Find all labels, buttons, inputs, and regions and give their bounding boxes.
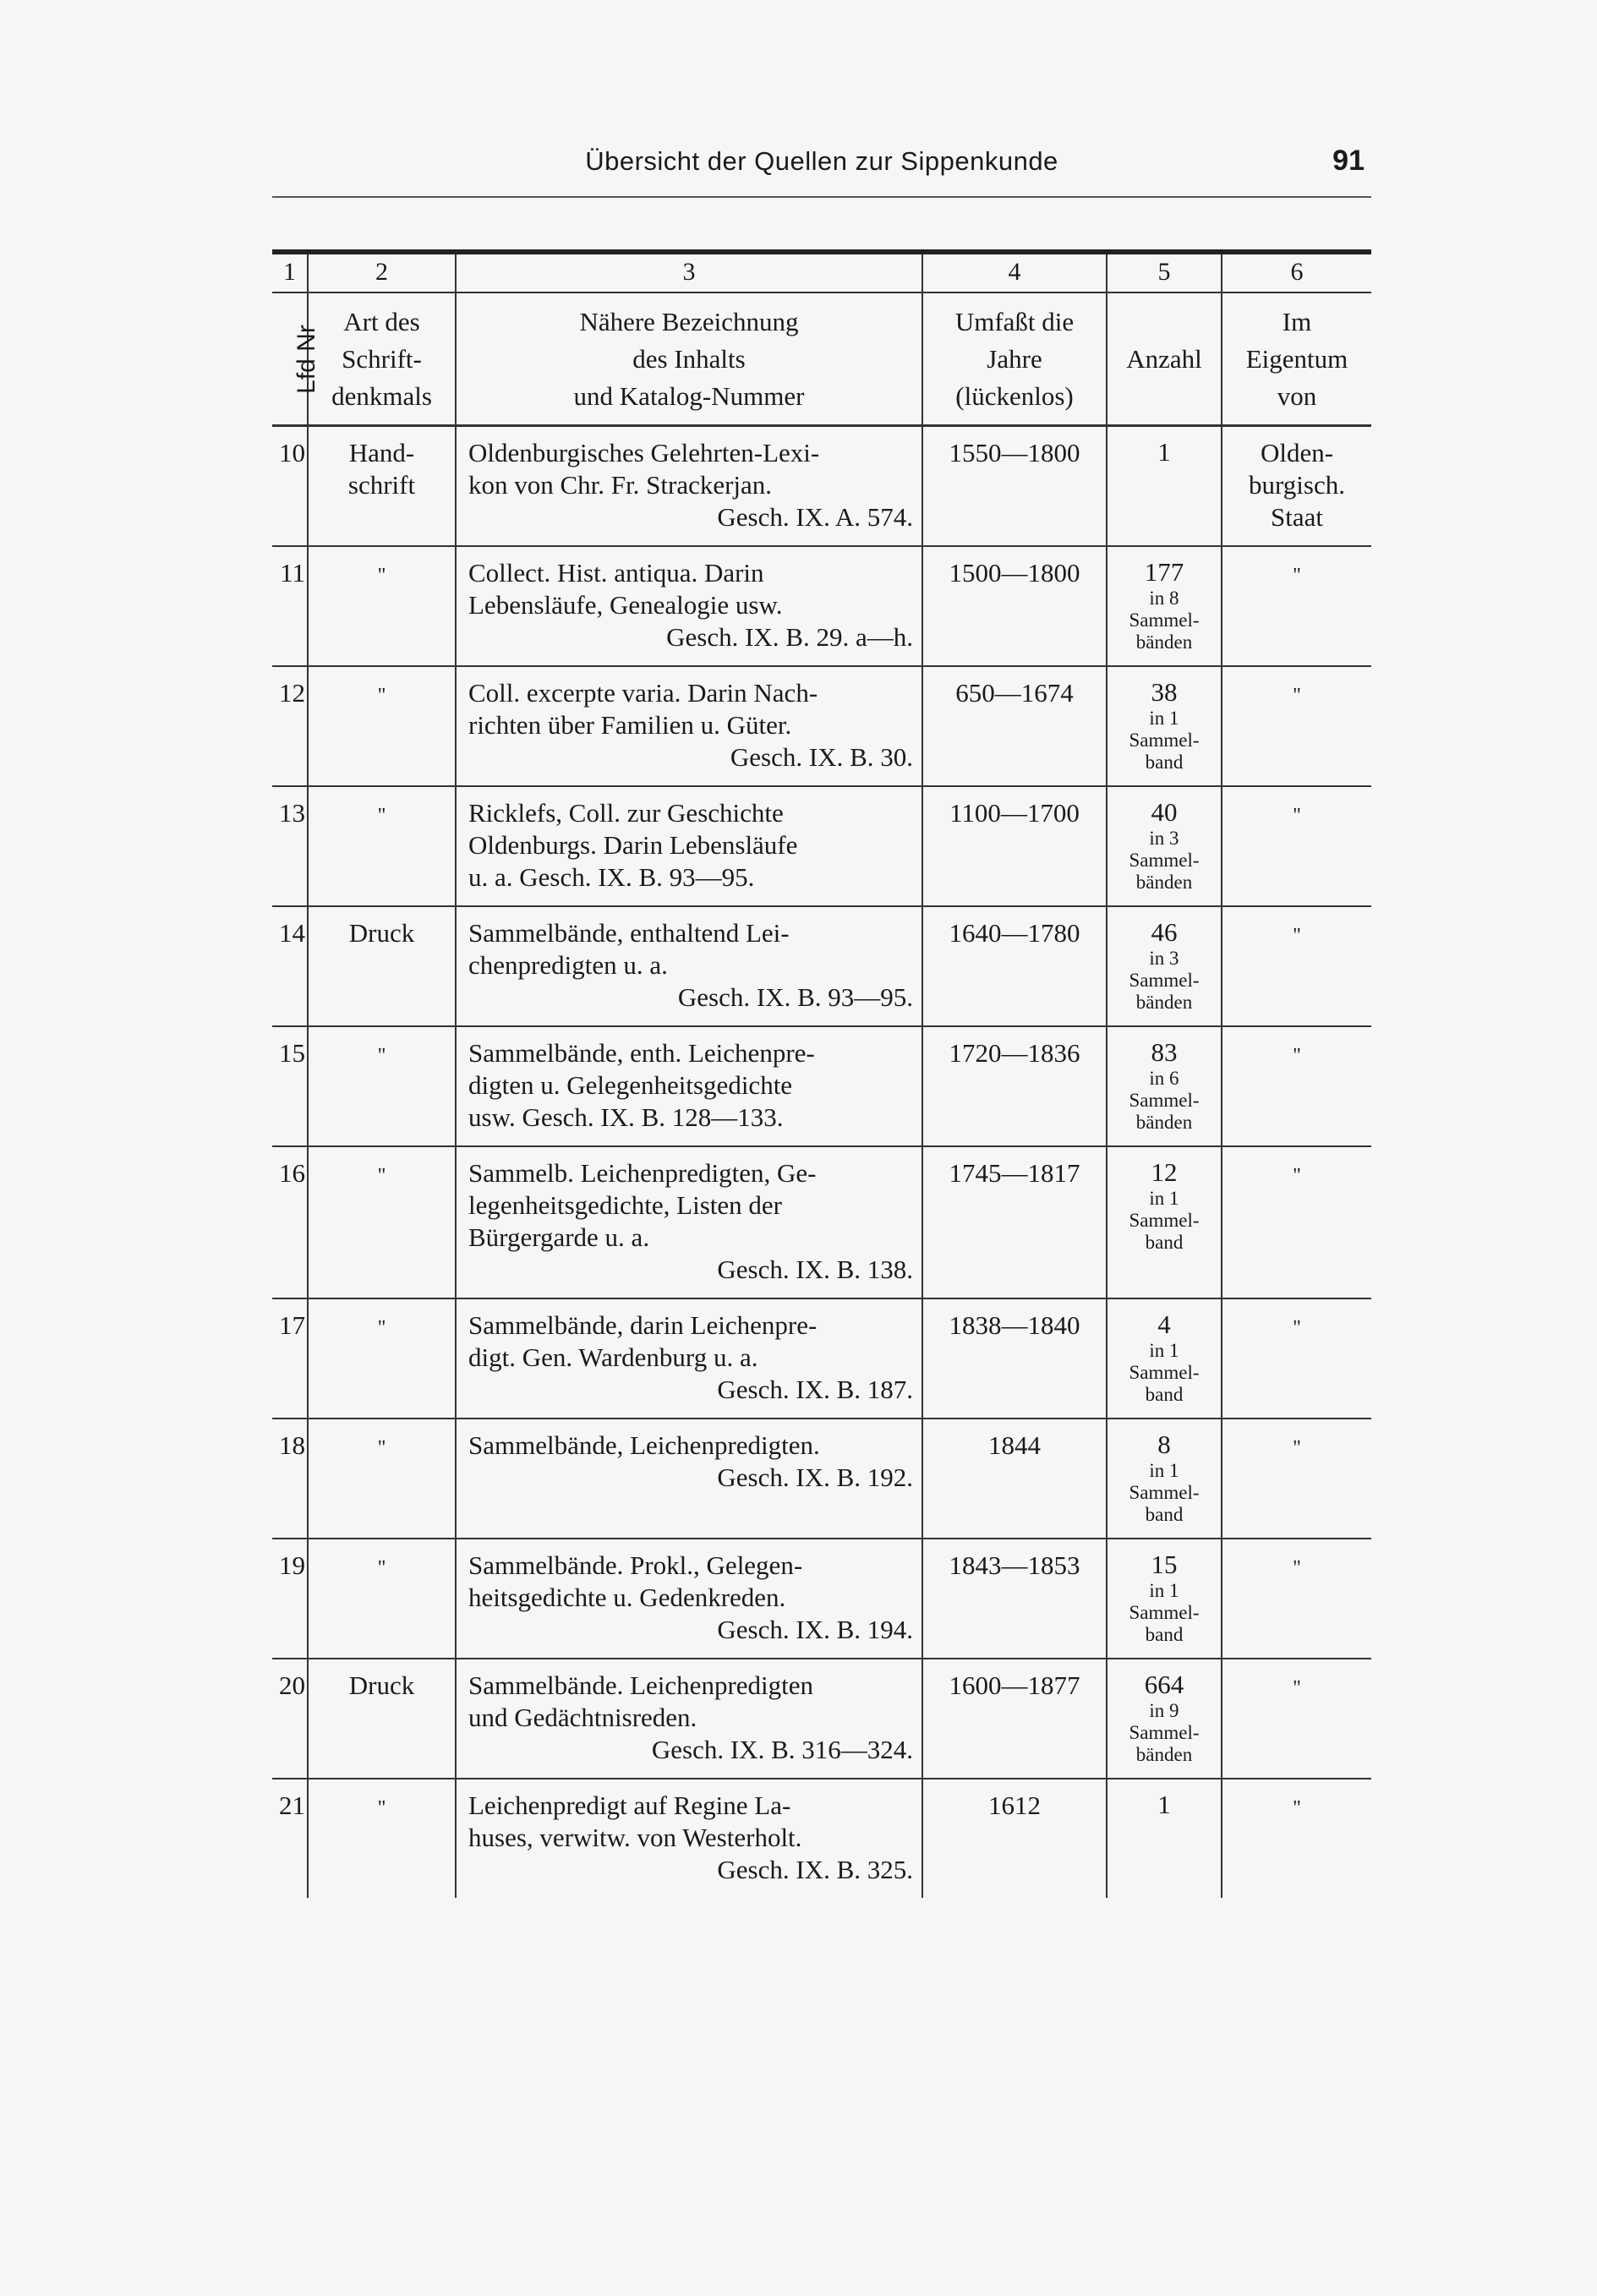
row-owner (1222, 1026, 1371, 1146)
row-owner (1222, 546, 1371, 666)
row-years: 1640—1780 (922, 906, 1107, 1026)
ditto-mark: " (377, 1437, 386, 1459)
ditto-mark: " (377, 1797, 386, 1819)
row-years: 1720—1836 (922, 1026, 1107, 1146)
type-line: schrift (347, 470, 416, 500)
header-line: Art des (343, 306, 420, 336)
header-line: Im (1282, 306, 1312, 336)
row-number: 15 (272, 1026, 308, 1146)
description-line: Sammelbände. Prokl., Gelegen- (468, 1550, 803, 1580)
table-row (272, 1659, 1371, 1779)
description-line: Collect. Hist. antiqua. Darin (468, 558, 764, 588)
header-line: (lückenlos) (955, 380, 1074, 411)
count-note-line: Sammel- (1129, 1482, 1200, 1503)
description-line: und Gedächtnisreden. (468, 1703, 697, 1732)
description-line: Gesch. IX. B. 192. (717, 1462, 913, 1492)
running-header (272, 139, 1371, 190)
row-description (456, 1298, 922, 1419)
description-line: Gesch. IX. A. 574. (717, 502, 913, 532)
row-type (308, 546, 456, 666)
description-line: Sammelbände, enthaltend Lei- (468, 918, 790, 948)
description-line: Sammelbände, enth. Leichenpre- (468, 1038, 815, 1068)
table-body (272, 426, 1371, 1899)
ditto-mark: " (1293, 565, 1301, 587)
description-line: legenheitsgedichte, Listen der (468, 1190, 783, 1220)
header-line: des Inhalts (632, 343, 746, 374)
count-note-line: Sammel- (1129, 1722, 1200, 1743)
row-number: 16 (272, 1146, 308, 1298)
row-count (1107, 666, 1222, 786)
header-bezeichnung (456, 292, 922, 426)
header-line: Anzahl (1126, 343, 1202, 374)
row-number: 10 (272, 426, 308, 547)
table-row (272, 1146, 1371, 1298)
description-line: Sammelb. Leichenpredigten, Ge- (468, 1158, 817, 1188)
description-line: Oldenburgisches Gelehrten-Lexi- (468, 438, 820, 467)
table-row (272, 906, 1371, 1026)
row-owner (1222, 426, 1371, 547)
count-value: 15 (1151, 1550, 1178, 1579)
count-note-line: Sammel- (1129, 970, 1200, 991)
table-row (272, 546, 1371, 666)
row-description (456, 426, 922, 547)
table-row (272, 786, 1371, 906)
count-note-line: in 1 (1149, 708, 1179, 729)
description-line: heitsgedichte u. Gedenkreden. (468, 1583, 786, 1612)
row-count (1107, 426, 1222, 547)
header-lfd-nr (272, 292, 320, 426)
row-type (308, 426, 456, 547)
count-value: 177 (1144, 557, 1184, 587)
ditto-mark: " (377, 1317, 386, 1339)
description-line: Gesch. IX. B. 29. a—h. (666, 622, 913, 652)
table-row (272, 1779, 1371, 1898)
row-owner (1222, 666, 1371, 786)
description-line: chenpredigten u. a. (468, 950, 668, 980)
count-value: 46 (1151, 917, 1178, 947)
page-number: 91 (1332, 145, 1365, 177)
description-line: huses, verwitw. von Westerholt. (468, 1823, 802, 1852)
ditto-mark: " (377, 805, 386, 827)
table-row (272, 1419, 1371, 1539)
row-description (456, 666, 922, 786)
count-note-line: band (1145, 1232, 1184, 1253)
row-owner (1222, 1659, 1371, 1779)
row-owner (1222, 1539, 1371, 1659)
row-description (456, 1026, 922, 1146)
row-years: 1550—1800 (922, 426, 1107, 547)
description-line: digt. Gen. Wardenburg u. a. (468, 1342, 758, 1372)
row-number: 11 (272, 546, 308, 666)
row-owner (1222, 1298, 1371, 1419)
row-type (308, 906, 456, 1026)
count-note-line: band (1145, 1504, 1184, 1525)
count-note-line: Sammel- (1129, 1362, 1200, 1383)
ditto-mark: " (1293, 1165, 1301, 1187)
count-value: 1 (1157, 1790, 1171, 1819)
row-description (456, 546, 922, 666)
row-count (1107, 1419, 1222, 1539)
count-value: 664 (1144, 1670, 1184, 1699)
count-note-line: in 8 (1149, 588, 1179, 609)
table-row (272, 426, 1371, 547)
header-title: Übersicht der Quellen zur Sippenkunde (585, 146, 1058, 176)
description-line: kon von Chr. Fr. Strackerjan. (468, 470, 773, 500)
row-description (456, 786, 922, 906)
count-value: 4 (1157, 1309, 1171, 1339)
ditto-mark: " (1293, 1317, 1301, 1339)
header-line: und Katalog-Nummer (573, 380, 805, 411)
count-value: 1 (1157, 437, 1171, 467)
description-line: Gesch. IX. B. 30. (730, 742, 913, 772)
sources-table (272, 249, 1371, 1898)
table-row (272, 666, 1371, 786)
header-line: Nähere Bezeichnung (579, 306, 799, 336)
row-number: 20 (272, 1659, 308, 1779)
column-number: 5 (1107, 252, 1222, 292)
ditto-mark: " (1293, 1797, 1301, 1819)
count-note-line: in 1 (1149, 1460, 1179, 1481)
row-description (456, 1539, 922, 1659)
count-note-line: Sammel- (1129, 1210, 1200, 1231)
row-count (1107, 786, 1222, 906)
row-owner (1222, 1419, 1371, 1539)
header-line: Eigentum (1245, 343, 1348, 374)
row-years: 1100—1700 (922, 786, 1107, 906)
ditto-mark: " (1293, 1677, 1301, 1699)
count-note-line: in 1 (1149, 1188, 1179, 1209)
count-note-line: bänden (1135, 992, 1193, 1013)
count-note-line: bänden (1135, 631, 1193, 653)
row-years: 1838—1840 (922, 1298, 1107, 1419)
column-number: 3 (456, 252, 922, 292)
description-line: Gesch. IX. B. 194. (717, 1615, 913, 1644)
ditto-mark: " (377, 565, 386, 587)
row-description (456, 1779, 922, 1898)
header-eigentum (1222, 292, 1371, 426)
description-line: Gesch. IX. B. 316—324. (651, 1735, 913, 1764)
column-number: 2 (308, 252, 456, 292)
row-number: 17 (272, 1298, 308, 1419)
column-number: 4 (922, 252, 1107, 292)
count-note-line: in 1 (1149, 1340, 1179, 1361)
count-note-line: Sammel- (1129, 1602, 1200, 1623)
row-number: 13 (272, 786, 308, 906)
row-type (308, 1659, 456, 1779)
description-line: Ricklefs, Coll. zur Geschichte (468, 798, 784, 828)
count-value: 12 (1151, 1157, 1178, 1187)
row-description (456, 1419, 922, 1539)
row-count (1107, 1298, 1222, 1419)
column-header-row (272, 292, 1371, 426)
count-note-line: in 9 (1149, 1700, 1179, 1721)
header-lfd-nr-label: Lfd Nr (292, 325, 320, 394)
description-line: Gesch. IX. B. 93—95. (677, 982, 913, 1012)
row-count (1107, 1026, 1222, 1146)
description-line: Sammelbände, darin Leichenpre- (468, 1310, 818, 1340)
type-line: Druck (348, 918, 415, 948)
count-value: 83 (1151, 1037, 1178, 1067)
header-jahre (922, 292, 1107, 426)
description-line: Sammelbände, Leichenpredigten. (468, 1430, 820, 1460)
row-number: 18 (272, 1419, 308, 1539)
count-note-line: bänden (1135, 872, 1193, 893)
count-note-line: Sammel- (1129, 610, 1200, 631)
header-line: denkmals (331, 380, 432, 411)
table-row (272, 1298, 1371, 1419)
count-note-line: band (1145, 1624, 1184, 1645)
ditto-mark: " (1293, 1437, 1301, 1459)
row-years: 1500—1800 (922, 546, 1107, 666)
ditto-mark: " (377, 1557, 386, 1579)
row-years: 1600—1877 (922, 1659, 1107, 1779)
row-type (308, 786, 456, 906)
row-description (456, 1146, 922, 1298)
description-line: richten über Familien u. Güter. (468, 710, 792, 740)
owner-line: Staat (1271, 502, 1323, 532)
row-count (1107, 906, 1222, 1026)
row-type (308, 666, 456, 786)
description-line: digten u. Gelegenheitsgedichte (468, 1070, 793, 1100)
description-line: Oldenburgs. Darin Lebensläufe (468, 830, 798, 860)
owner-line: Olden- (1260, 438, 1334, 467)
table-row (272, 1539, 1371, 1659)
count-note-line: band (1145, 1384, 1184, 1405)
count-note-line: band (1145, 752, 1184, 773)
count-note-line: Sammel- (1129, 850, 1200, 871)
ditto-mark: " (1293, 1557, 1301, 1579)
row-count (1107, 1539, 1222, 1659)
row-owner (1222, 1146, 1371, 1298)
type-line: Druck (348, 1670, 415, 1700)
row-years: 1843—1853 (922, 1539, 1107, 1659)
ditto-mark: " (1293, 1045, 1301, 1067)
row-years: 1612 (922, 1779, 1107, 1898)
column-number-row (272, 252, 1371, 292)
column-number: 6 (1222, 252, 1371, 292)
header-line: von (1277, 380, 1317, 411)
row-owner (1222, 906, 1371, 1026)
row-type (308, 1146, 456, 1298)
ditto-mark: " (377, 1045, 386, 1067)
description-line: Bürgergarde u. a. (468, 1222, 650, 1252)
count-note-line: in 1 (1149, 1580, 1179, 1601)
row-type (308, 1779, 456, 1898)
count-value: 40 (1151, 797, 1178, 827)
description-line: usw. Gesch. IX. B. 128—133. (468, 1102, 784, 1132)
count-note-line: in 6 (1149, 1068, 1179, 1089)
ditto-mark: " (377, 1165, 386, 1187)
header-art (308, 292, 456, 426)
count-note-line: in 3 (1149, 948, 1179, 969)
description-line: Gesch. IX. B. 187. (717, 1375, 913, 1404)
row-type (308, 1026, 456, 1146)
count-value: 8 (1157, 1430, 1171, 1459)
description-line: Lebensläufe, Genealogie usw. (468, 590, 783, 620)
ditto-mark: " (1293, 805, 1301, 827)
row-number: 12 (272, 666, 308, 786)
row-count (1107, 546, 1222, 666)
description-line: Gesch. IX. B. 138. (717, 1255, 913, 1284)
row-number: 21 (279, 1790, 305, 1820)
header-line: Umfaßt die (954, 306, 1075, 336)
count-note-line: in 3 (1149, 828, 1179, 849)
row-description (456, 1659, 922, 1779)
row-owner (1222, 1779, 1371, 1898)
row-count (1107, 1146, 1222, 1298)
row-owner (1222, 786, 1371, 906)
ditto-mark: " (1293, 685, 1301, 707)
row-count (1107, 1659, 1222, 1779)
header-anzahl (1107, 292, 1222, 426)
header-line: Jahre (987, 343, 1042, 374)
type-line: Hand- (348, 438, 415, 467)
description-line: Coll. excerpte varia. Darin Nach- (468, 678, 818, 708)
count-note-line: bänden (1135, 1744, 1193, 1765)
header-line: Schrift- (342, 343, 422, 374)
row-years: 1745—1817 (922, 1146, 1107, 1298)
row-count (1107, 1779, 1222, 1898)
ditto-mark: " (1293, 925, 1301, 947)
description-line: Leichenpredigt auf Regine La- (468, 1790, 791, 1820)
row-number: 19 (272, 1539, 308, 1659)
row-description (456, 906, 922, 1026)
row-number: 14 (272, 906, 308, 1026)
ditto-mark: " (377, 685, 386, 707)
count-note-line: Sammel- (1129, 730, 1200, 751)
count-note-line: Sammel- (1129, 1090, 1200, 1111)
table-row (272, 1026, 1371, 1146)
row-years: 650—1674 (922, 666, 1107, 786)
header-rule (272, 196, 1371, 198)
column-number: 1 (272, 252, 308, 292)
owner-line: burgisch. (1249, 470, 1345, 500)
row-years: 1844 (922, 1419, 1107, 1539)
description-line: Gesch. IX. B. 325. (717, 1855, 913, 1884)
count-note-line: bänden (1135, 1112, 1193, 1133)
description-line: u. a. Gesch. IX. B. 93—95. (468, 862, 755, 892)
row-type (308, 1298, 456, 1419)
row-type (308, 1539, 456, 1659)
row-type (308, 1419, 456, 1539)
count-value: 38 (1151, 677, 1178, 707)
description-line: Sammelbände. Leichenpredigten (468, 1670, 814, 1700)
